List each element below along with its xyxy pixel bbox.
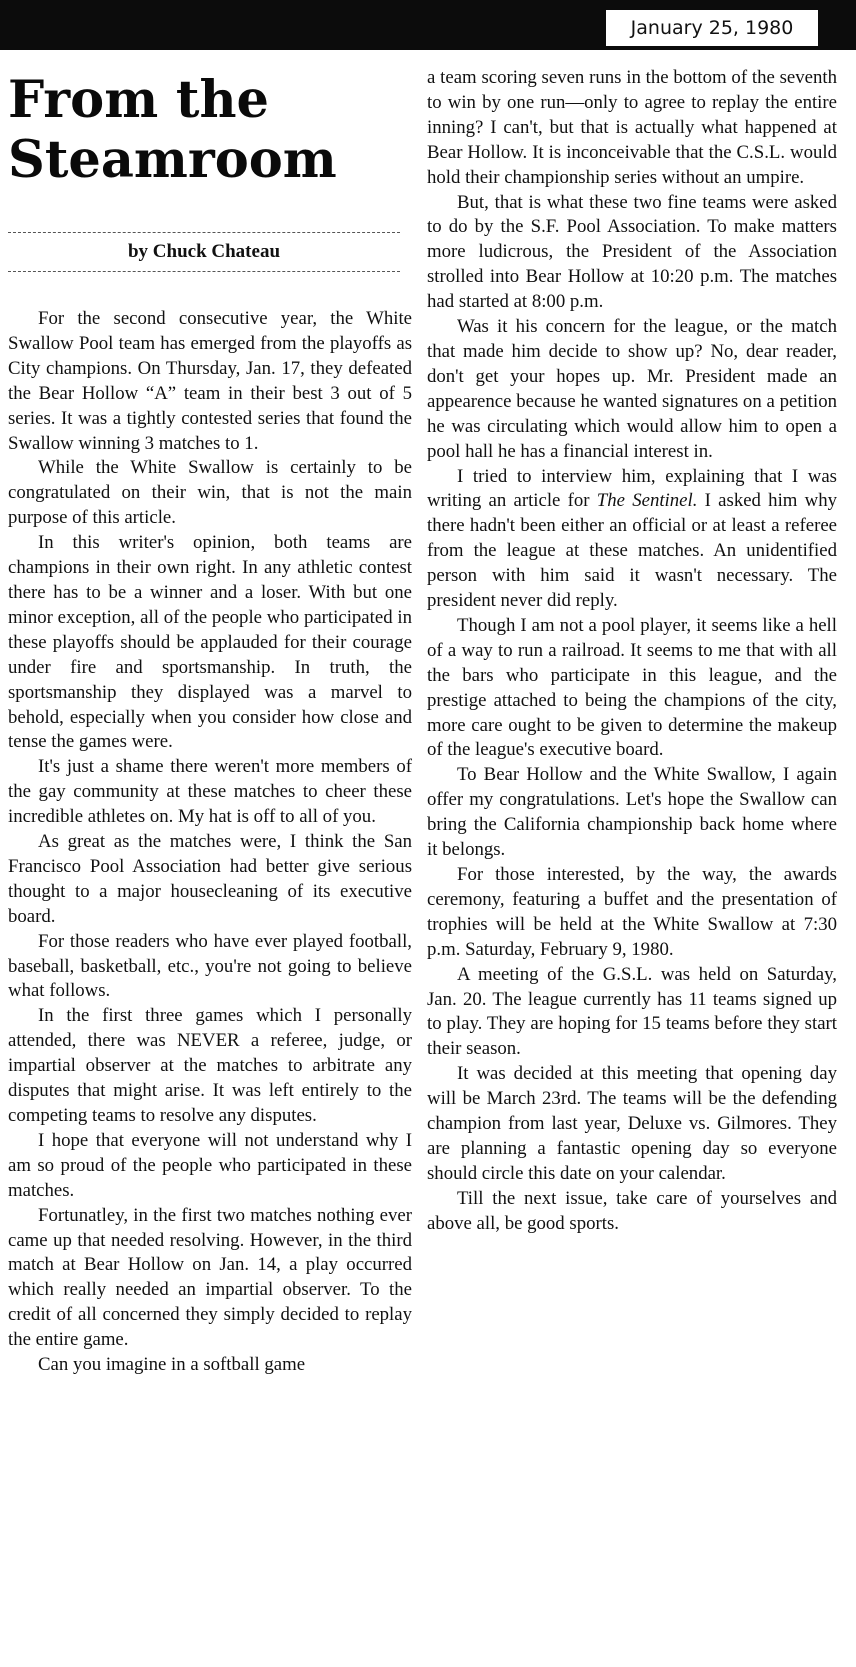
right-column <box>427 66 837 1237</box>
paragraph: In the first three games which I personally attended, there was NEVER a referee, judge, or impartial observer at the matches to arbitrate any disputes that might arise. It was left entirely to the competing teams to resolve any disputes. <box>8 1005 412 1126</box>
paragraph: To Bear Hollow and the White Swallow, I again offer my congratulations. Let's hope the Swallow can bring the California championship back home where it belongs. <box>427 764 837 861</box>
paragraph: For those interested, by the way, the awards ceremony, featuring a buffet and the presentation of trophies will be held at the White Swallow at 7:30 p.m. Saturday, February 9, 1980. <box>427 864 837 960</box>
interview-text: I tried to interview him, explaining that I was writing an article for <box>427 465 837 512</box>
paragraph: For the second consecutive year, the White Swallow Pool team has emerged from the playoffs as City champions. On Thursday, Jan. 17, they defeated the Bear Hollow “A” team in their best 3 out of 5 series. It was a tightly contested series that found the Swallow winning 3 matches to 1. <box>8 308 412 454</box>
paragraph: Till the next issue, take care of yourselves and above all, be good sports. <box>427 1187 837 1234</box>
paragraph: Fortunatley, in the first two matches nothing ever came up that needed resolving. However, in the third match at Bear Hollow on Jan. 14, a play occurred which really needed an impartial observer. To the credit of all concerned they simply decided to replay the entire game. <box>8 1204 412 1351</box>
paragraph: Can you imagine in a softball game <box>38 1354 306 1376</box>
publication-name: The Sentinel. <box>596 490 698 512</box>
paragraph: While the White Swallow is certainly to be congratulated on their win, that is not the main purpose of this article. <box>8 457 412 529</box>
byline-rule-top <box>8 232 400 233</box>
article-headline: From the Steamroom <box>8 70 337 190</box>
paragraph: But, that is what these two fine teams were asked to do by the S.F. Pool Association. To make matters more ludicrous, the President of the Association strolled into Bear Hollow at 10:20 p.m. The matches had started at 8:00 p.m. <box>427 191 837 313</box>
paragraph: For those readers who have ever played football, baseball, basketball, etc., you're not going to believe what follows. <box>8 930 412 1002</box>
paragraph: As great as the matches were, I think the San Francisco Pool Association had better give serious thought to a major housecleaning of its executive board. <box>8 831 412 927</box>
paragraph: Was it his concern for the league, or the match that made him decide to show up? No, dear reader, don't get your hopes up. Mr. President made an appearence because he wanted signatures on a petition he was circulating which would allow him to open a pool hall he has a financial interest in. <box>427 316 837 462</box>
paragraph: In this writer's opinion, both teams are champions in their own right. In any athletic contest there has to be a winner and a loser. With but one minor exception, all of the people who participated in these playoffs should be applauded for their courage under fire and sportsmanship. In truth, the sportsmanship they displayed was a marvel to behold, especially when you consider how close and tense the games were. <box>8 532 412 753</box>
paragraph <box>427 465 837 614</box>
paragraph-continuation: a team scoring seven runs in the bottom of the seventh to win by one run—only to agree to replay the entire inning? I can't, but that is actually what happened at Bear Hollow. It is inconceivable that the C.S.L. would hold their championship series without an umpire. <box>427 67 837 188</box>
byline: by Chuck Chateau <box>127 241 281 262</box>
paragraph: Though I am not a pool player, it seems like a hell of a way to run a railroad. It seems to me that with all the bars who participate in this league, and the prestige attached to being the champions of the city, more care ought to be given to determine the makeup of the league's executive board. <box>427 614 837 761</box>
paragraph: It was decided at this meeting that opening day will be March 23rd. The teams will be the defending champion from last year, Deluxe vs. Gilmores. They are planning a fantastic opening day so everyone should circle this date on your calendar. <box>427 1063 837 1184</box>
paragraph: A meeting of the G.S.L. was held on Saturday, Jan. 20. The league currently has 11 teams signed up to play. They are hoping for 15 teams before they start their season. <box>427 963 837 1060</box>
byline-rule-bottom <box>8 271 400 272</box>
paragraph: It's just a shame there weren't more members of the gay community at these matches to cheer these incredible athletes on. My hat is off to all of you. <box>8 756 412 828</box>
issue-date: January 25, 1980 <box>604 8 820 48</box>
paragraph: I hope that everyone will not understand why I am so proud of the people who participated in these matches. <box>8 1129 412 1201</box>
left-column <box>8 307 412 1378</box>
interview-text-cont: I asked him why there hadn't been either an official or at least a referee from the league at these matches. An unidentified person with him said it wasn't necessary. The president never did reply. <box>427 490 837 612</box>
